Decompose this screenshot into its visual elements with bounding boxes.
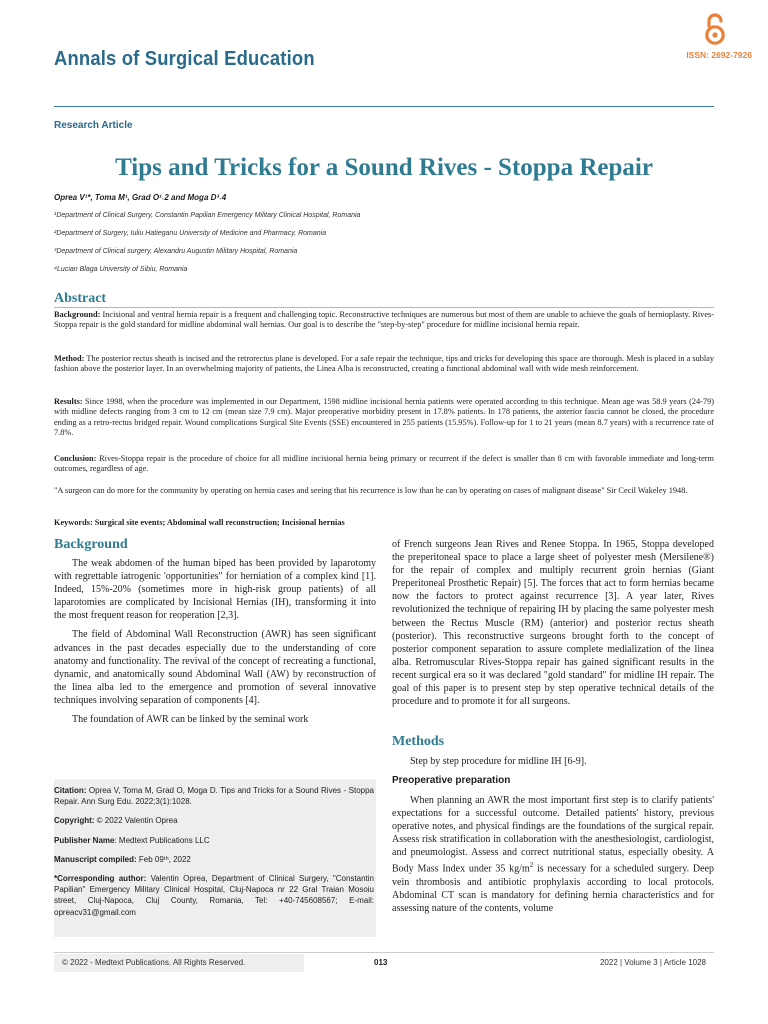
authors: Oprea V¹*, Toma M¹, Grad O¹˒2 and Moga D³˒4 bbox=[54, 193, 227, 202]
open-access-icon bbox=[702, 12, 728, 46]
preop-sup: 2 bbox=[529, 861, 534, 870]
background-paragraph-2: The field of Abdominal Wall Reconstruction (AWR) has seen significant advances in the past decades especially due to the understanding of core anatomy and functionality. The revival of the concept of recreating a functional, dynamic, and anatomically sound Abdominal Wall (AW) by reconstruction of the linea alba led to the emergence and promotion of several innovative techniques involving separation of components [4]. bbox=[54, 629, 376, 706]
article-info-box bbox=[54, 779, 376, 937]
citation-text: Oprea V, Toma M, Grad O, Moga D. Tips and Tricks for a Sound Rives - Stoppa Repair. Ann Surg Edu. 2022;3(1):1028. bbox=[54, 786, 374, 807]
header-divider bbox=[54, 106, 714, 107]
abstract-conclusion bbox=[54, 454, 714, 475]
corresponding-author bbox=[54, 873, 374, 918]
methods-heading: Methods bbox=[392, 734, 445, 749]
page-number: 013 bbox=[374, 958, 388, 967]
background-body bbox=[54, 557, 376, 726]
abstract-conclusion-text: Rives-Stoppa repair is the procedure of choice for all midline incisional hernia being primary or recurrent if the defect is smaller than 8 cm with favorable immediate and long-term outcomes, regardless of age. bbox=[54, 454, 714, 474]
preoperative-paragraph bbox=[392, 794, 714, 915]
affiliation-2: ²Department of Surgery, Iuliu Hatieganu University of Medicine and Pharmacy, Romania bbox=[54, 230, 327, 237]
footer-volume: 2022 | Volume 3 | Article 1028 bbox=[599, 958, 706, 967]
abstract-divider bbox=[54, 307, 714, 308]
publisher-label: Publisher Name bbox=[54, 835, 115, 845]
keywords-text: Surgical site events; Abdominal wall reconstruction; Incisional hernias bbox=[92, 518, 345, 527]
footer-divider bbox=[54, 952, 714, 953]
affiliation-4: ⁴Lucian Blaga University of Sibiu, Romania bbox=[54, 266, 188, 273]
methods-paragraph: Step by step procedure for midline IH [6-9]. bbox=[410, 756, 587, 767]
corresponding-text: Valentin Oprea, Department of Clinical Surgery, "Constantin Papilian" Emergency Military Clinical Hospital, Cluj-Napoca nr 22 Gral Traian Mosoiu street, Cluj-Napoca, Cluj County, Romania, Tel: +40-745608567; E-mail: opreacv31@gmail.com bbox=[54, 874, 375, 917]
compiled-label: Manuscript compiled: bbox=[54, 854, 137, 864]
abstract-method-label: Method: bbox=[54, 354, 85, 363]
citation bbox=[54, 785, 374, 807]
abstract-method-text: The posterior rectus sheath is incised and the retrorectus plane is developed. For a safe repair the technique, tips and tricks for developing this space are thorough. Mesh is placed in a sublay fashion above the posterior layer. In an overwhelming majority of patients, the Linea Alba is reconstructed, creating a functional abdominal wall with wide mesh reinforcement. bbox=[54, 354, 714, 374]
keywords-label: Keywords: bbox=[54, 518, 93, 527]
abstract-quote: "A surgeon can do more for the community by operating on hernia cases and seeing that his recurrence is low than he can by operating on cases of malignant disease" Sir Cecil Wakeley 1948. bbox=[54, 486, 688, 495]
publisher bbox=[54, 835, 374, 846]
abstract-results bbox=[54, 397, 714, 439]
issn: ISSN: 2692-7926 bbox=[686, 50, 752, 60]
abstract-results-label: Results: bbox=[54, 397, 83, 406]
compiled-text: Feb 09ᵗʰ, 2022 bbox=[136, 854, 191, 864]
keywords bbox=[54, 518, 714, 528]
background-paragraph-3: The foundation of AWR can be linked by the seminal work bbox=[72, 714, 309, 726]
background-paragraph-1: The weak abdomen of the human biped has been provided by laparotomy with regrettable iatrogenic 'opportunities" for herniation of a complex kind [1]. Indeed, 15%-20% (sometimes more in high-risk group patients) of all laparotomies are complicated by Incisional Hernias (IH), transforming it into the most frequent reason for reoperation [2,3]. bbox=[54, 558, 376, 622]
right-paragraph-1: of French surgeons Jean Rives and Renee Stoppa. In 1965, Stoppa developed the preperitoneal space to place a large sheet of polyester mesh (Mersilene®) for the repair of complex and multiply recurrent groin hernias (Giant Preperitoneal Prosthetic Repair) [5]. The forces that act to form hernias became now the factors to protect against recurrence [3]. A year later, Rives revolutionized the technique of repairing IH by placing the same polyester mesh between the Rectus Muscle (RM) (anterior) and posterior rectus sheath (posterior). This reconstructive surgeons brought forth to the concept of posterior component separation to assure complete medialization of the linea alba. Retromuscular Rives-Stoppa repair has gained significant results in the recent surgical era so it was declared "gold standard" for midline IH repair. The goal of this paper is to present step by step operative technical details of the procedure and to promote it for all surgeons. bbox=[392, 539, 714, 708]
footer-copyright: © 2022 - Medtext Publications. All Rights Reserved. bbox=[62, 958, 246, 967]
affiliation-3: ³Department of Clinical surgery, Alexandru Augustin Military Hospital, Romania bbox=[54, 248, 298, 255]
article-type: Research Article bbox=[54, 120, 133, 131]
paper-title: Tips and Tricks for a Sound Rives - Stoppa Repair bbox=[115, 154, 653, 181]
corresponding-label: *Corresponding author: bbox=[54, 874, 147, 884]
preop-text-a: When planning an AWR the most important first step is to clarify patients' expectations for a successful outcome. Detailed patients' history, previous operative notes, and physical findings are the foundations of the surgical repair. Assess risk stratification in collaboration with the anesthesiologist, cardiologist, and pneumologist. Assess and correct nutritional status, especially obesity. A Body Mass Index under 35 kg/m bbox=[392, 795, 714, 875]
copyright bbox=[54, 815, 374, 826]
abstract-conclusion-label: Conclusion: bbox=[54, 454, 97, 463]
affiliation-1: ¹Department of Clinical Surgery, Constantin Papilian Emergency Military Clinical Hospital, Romania bbox=[54, 212, 361, 219]
preoperative-body bbox=[392, 794, 714, 915]
preop-text-b: is necessary for a scheduled surgery. Deep vein thrombosis and antibiotic prophylaxis according to local protocols. Abdominal CT scan is mandatory for defining hernia characteristics and for assessing nature of the contents, volume bbox=[392, 863, 714, 915]
preoperative-heading: Preoperative preparation bbox=[392, 775, 511, 786]
abstract-background-label: Background: bbox=[54, 310, 101, 319]
abstract-results-text: Since 1998, when the procedure was implemented in our Department, 1598 midline incisional hernia patients were operated according to this technique. Mean age was 58.9 years (24-79) with midline defects ranging from 3 cm to 12 cm (mean size 7.9 cm). Major preoperative morbidity present in 17.8% patients. In 178 patients, the anterior fascia cannot be closed, the procedure ending as a retro-rectus bridged repair. Wound complications Surgical Site Events (SSE) encountered in 255 patients (15.95%). Follow-up for 1 to 21 years (mean 8.7 years) with a recurrence rate of 7.8%. bbox=[54, 397, 714, 438]
background-heading: Background bbox=[54, 537, 128, 552]
abstract-background-text: Incisional and ventral hernia repair is a frequent and challenging topic. Reconstructive techniques are numerous but most of them are unable to achieve the goals of hernioplasty. Rives-Stoppa repair is the gold standard for midline abdominal wall hernias. Our goal is to describe the "step-by-step" procedure for midline incisional hernia repair. bbox=[54, 310, 714, 330]
abstract-background bbox=[54, 310, 714, 331]
copyright-label: Copyright: bbox=[54, 816, 95, 826]
abstract-heading: Abstract bbox=[54, 291, 107, 306]
citation-label: Citation: bbox=[54, 786, 87, 795]
abstract-method bbox=[54, 354, 714, 375]
journal-title: Annals of Surgical Education bbox=[54, 48, 315, 70]
publisher-text: : Medtext Publications LLC bbox=[114, 835, 210, 845]
copyright-text: © 2022 Valentin Oprea bbox=[94, 816, 178, 826]
right-column-body bbox=[392, 538, 714, 708]
manuscript-compiled bbox=[54, 854, 374, 865]
methods-body bbox=[392, 755, 714, 768]
